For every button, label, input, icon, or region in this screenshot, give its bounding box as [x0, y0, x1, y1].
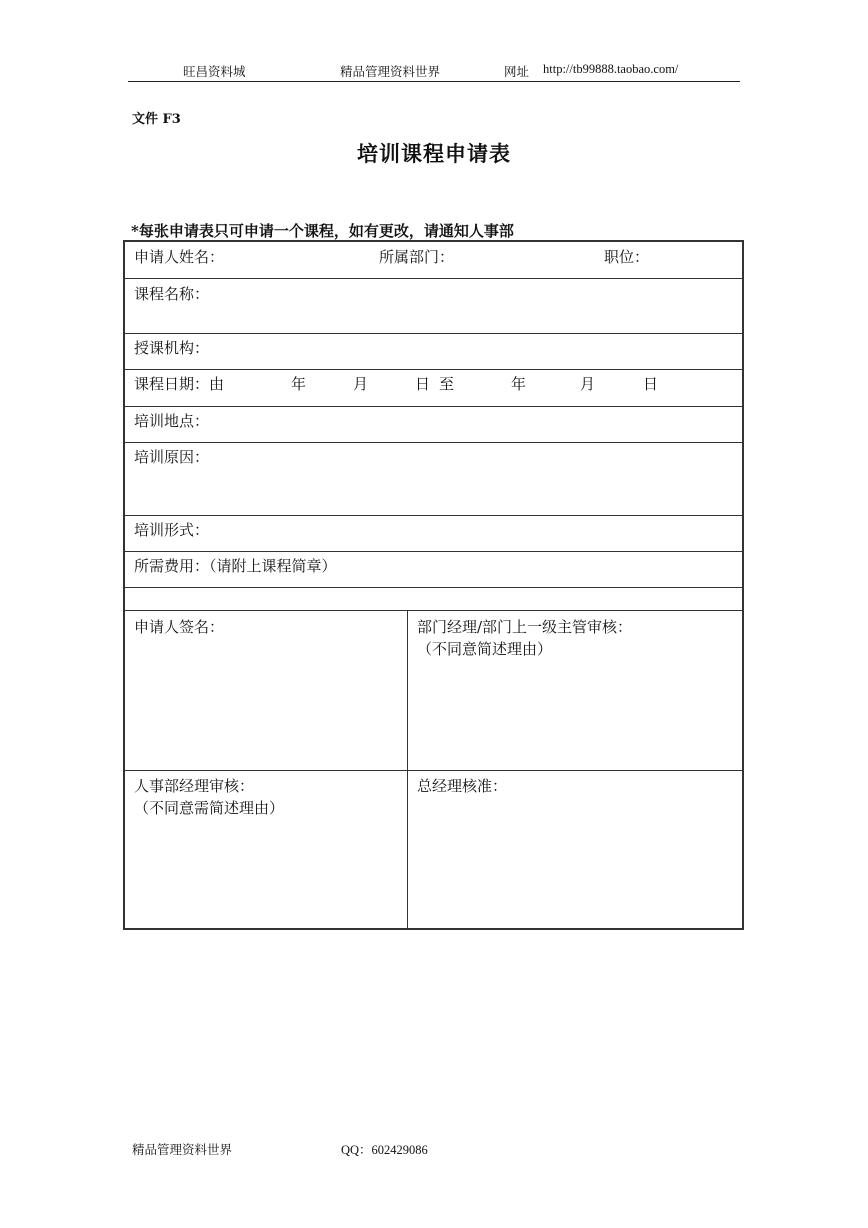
course-date-label[interactable]: 课程日期：由: [134, 375, 225, 393]
start-year-label: 年: [291, 375, 307, 393]
manager-review-note: （不同意简述理由）: [417, 640, 553, 658]
row-divider: [125, 369, 742, 370]
cost-field[interactable]: 所需费用：（请附上课程简章）: [134, 557, 337, 575]
form-note: *每张申请表只可申请一个课程，如有更改，请通知人事部: [131, 222, 514, 240]
row-divider: [125, 278, 742, 279]
institution-field[interactable]: 授课机构：: [134, 339, 210, 357]
location-field[interactable]: 培训地点：: [134, 412, 210, 430]
row-divider: [125, 442, 742, 443]
department-field[interactable]: 所属部门：: [379, 248, 455, 266]
application-form: [123, 240, 744, 930]
row-divider: [125, 406, 742, 407]
course-name-field[interactable]: 课程名称：: [134, 285, 210, 303]
page-title: 培训课程申请表: [357, 141, 511, 166]
format-field[interactable]: 培训形式：: [134, 521, 210, 539]
end-month-label: 月: [580, 375, 596, 393]
row-divider: [125, 770, 742, 771]
position-field[interactable]: 职位：: [604, 248, 650, 266]
hr-review-field[interactable]: 人事部经理审核：: [134, 777, 255, 795]
end-year-label: 年: [511, 375, 527, 393]
row-divider: [125, 333, 742, 334]
header-shop-name: 旺昌资料城: [183, 65, 246, 79]
column-divider: [407, 610, 408, 930]
header-url-link[interactable]: http://tb99888.taobao.com/: [543, 62, 679, 76]
header-url-label: 网址: [504, 65, 530, 79]
end-day-label: 日: [643, 375, 659, 393]
row-divider: [125, 551, 742, 552]
start-day-label: 日: [415, 375, 431, 393]
document-id: 文件 F3: [132, 112, 181, 127]
applicant-signature-field[interactable]: 申请人签名：: [134, 618, 225, 636]
footer-store-name: 精品管理资料世界: [132, 1143, 233, 1157]
row-divider: [125, 610, 742, 611]
date-to-label: 至: [439, 375, 455, 393]
reason-field[interactable]: 培训原因：: [134, 448, 210, 466]
row-divider: [125, 515, 742, 516]
header-store-name: 精品管理资料世界: [340, 65, 441, 79]
header-divider: [128, 81, 740, 82]
start-month-label: 月: [353, 375, 369, 393]
applicant-name-field[interactable]: 申请人姓名：: [134, 248, 225, 266]
hr-review-note: （不同意需简述理由）: [134, 799, 285, 817]
footer-qq: QQ：602429086: [341, 1143, 428, 1157]
manager-review-field[interactable]: 部门经理/部门上一级主管审核：: [417, 618, 633, 636]
row-divider: [125, 587, 742, 588]
gm-approval-field[interactable]: 总经理核准：: [417, 777, 508, 795]
